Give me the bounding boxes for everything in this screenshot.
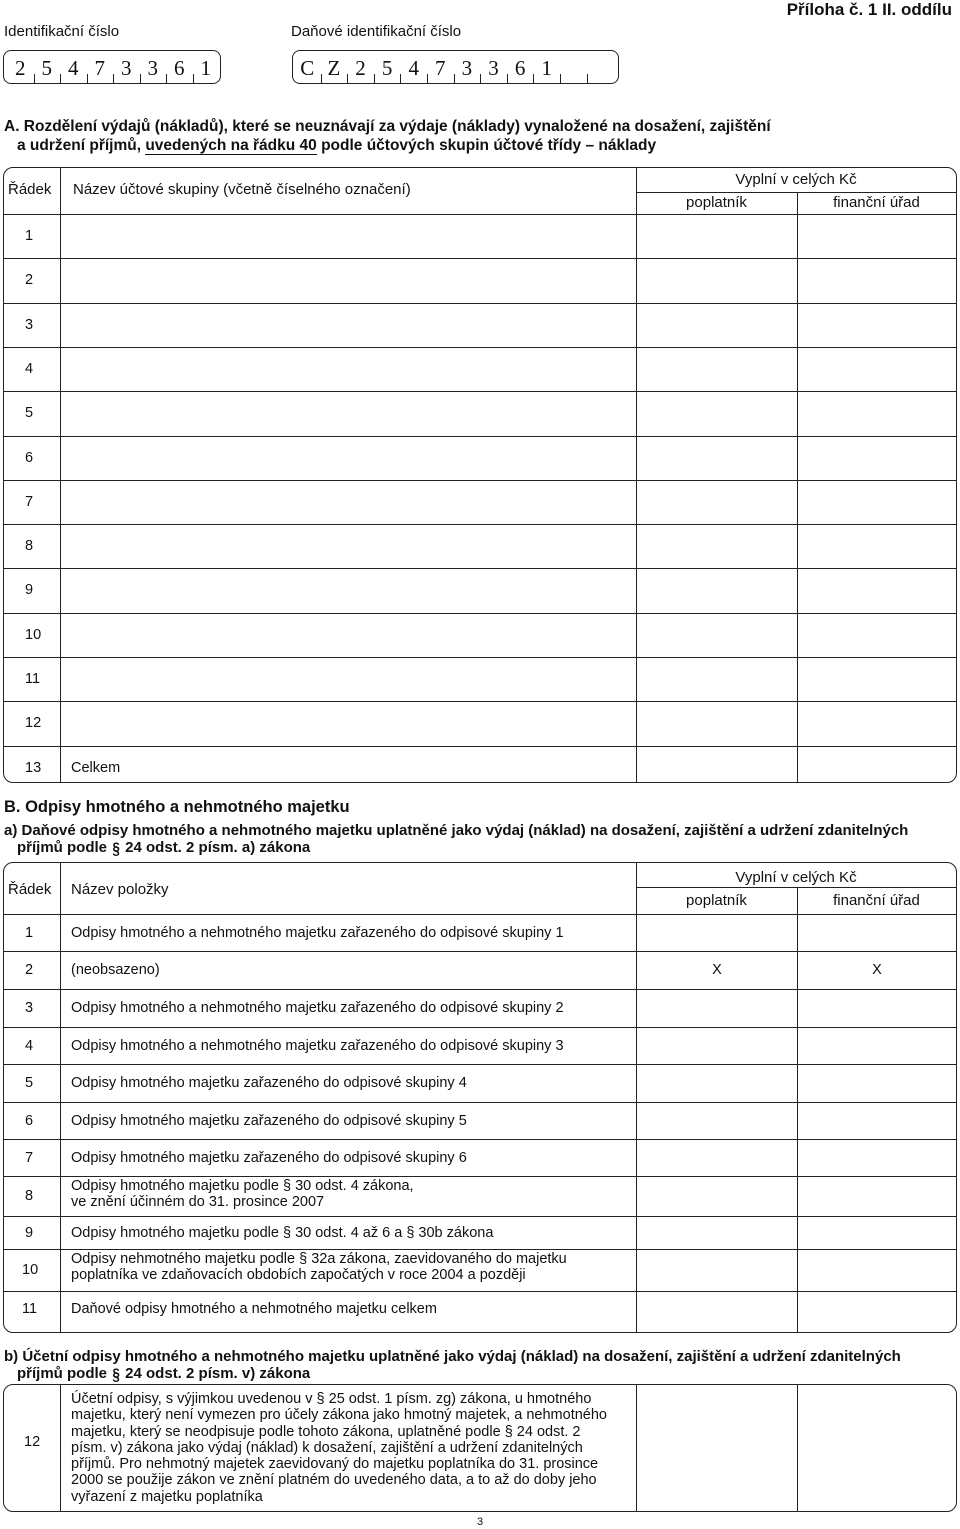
b-row-office-cell[interactable] bbox=[798, 1250, 956, 1290]
a-row-office-cell[interactable] bbox=[798, 437, 956, 479]
a-row-payer-cell[interactable] bbox=[637, 658, 797, 700]
dic-char-text: Z bbox=[327, 56, 341, 80]
b-row-number: 3 bbox=[25, 1000, 34, 1016]
dic-char-text: 6 bbox=[514, 56, 526, 80]
crossed-out-mark: X bbox=[872, 962, 882, 978]
section-b-a-table bbox=[3, 862, 957, 1333]
b-row-label: Odpisy hmotného a nehmotného majetku zařazeného do odpisové skupiny 1 bbox=[71, 924, 564, 941]
b-col-name-header: Název položky bbox=[71, 881, 169, 898]
a-row-office-cell[interactable] bbox=[798, 392, 956, 434]
dic-char-text: 4 bbox=[408, 56, 419, 80]
b-row-label: Odpisy hmotného a nehmotného majetku zařazeného do odpisové skupiny 3 bbox=[71, 1037, 564, 1054]
ic-char-text: 7 bbox=[94, 56, 105, 80]
a-row-payer-cell[interactable] bbox=[637, 348, 797, 390]
a-row-number: 8 bbox=[25, 538, 34, 555]
col-office-header: finanční úřad bbox=[833, 194, 920, 211]
section-a-table bbox=[3, 167, 957, 783]
b-row-number: 2 bbox=[25, 962, 34, 978]
row-12-line: vyřazení z majetku poplatníka bbox=[71, 1488, 263, 1505]
a-row-name-cell[interactable] bbox=[61, 215, 636, 257]
a-row-number: 12 bbox=[25, 715, 42, 732]
ic-char-1[interactable] bbox=[7, 51, 34, 83]
col-payer-header: poplatník bbox=[686, 194, 747, 211]
dic-char-9[interactable] bbox=[507, 51, 534, 83]
a-row-name-cell[interactable] bbox=[61, 481, 636, 523]
dic-char-4[interactable] bbox=[374, 51, 401, 83]
a-row-office-cell[interactable] bbox=[798, 481, 956, 523]
col-fill-header: Vyplní v celých Kč bbox=[735, 171, 857, 188]
attachment-label: Příloha č. 1 II. oddílu bbox=[786, 0, 952, 19]
ic-label: Identifikační číslo bbox=[4, 23, 120, 40]
a-row-number: 4 bbox=[25, 360, 34, 377]
a-row-name-cell[interactable] bbox=[61, 259, 636, 301]
ic-char-7[interactable] bbox=[166, 51, 193, 83]
row-12-number: 12 bbox=[24, 1434, 41, 1450]
b-row-office-cell[interactable] bbox=[798, 1292, 956, 1326]
col-row-header: Řádek bbox=[8, 181, 52, 198]
a-row-name-cell[interactable] bbox=[61, 658, 636, 700]
row-12-line: majetku, který není vymezen pro účely zákona jako hmotný majetek, a nehmotného bbox=[71, 1407, 607, 1424]
b-row-label: Odpisy hmotného majetku zařazeného do odpisové skupiny 5 bbox=[71, 1112, 467, 1129]
row-12-office-cell[interactable] bbox=[798, 1385, 956, 1511]
a-row-payer-cell[interactable] bbox=[637, 215, 797, 257]
a-row-office-cell[interactable] bbox=[798, 348, 956, 390]
dic-char-5[interactable] bbox=[400, 51, 427, 83]
b-row-number: 5 bbox=[25, 1075, 34, 1091]
ic-char-6[interactable] bbox=[140, 51, 167, 83]
dic-char-text: C bbox=[300, 56, 315, 80]
row-12-line: 2000 se použije zákon ve znění platném do uvedeného data, a to až do doby jeho bbox=[71, 1472, 597, 1489]
dic-char-text: 3 bbox=[461, 56, 473, 80]
a-row-payer-cell[interactable] bbox=[637, 259, 797, 301]
a-row-payer-cell[interactable] bbox=[637, 481, 797, 523]
ic-char-2[interactable] bbox=[34, 51, 61, 83]
a-row-office-cell[interactable] bbox=[798, 614, 956, 656]
a-row-payer-cell[interactable] bbox=[637, 437, 797, 479]
section-b-a-text: a) Daňové odpisy hmotného a nehmotného majetku uplatněné jako výdaj (náklad) na dosažení, zajištění a udržení zdanitelných příjmů podle § 24 odst. 2 písm. a) zákona bbox=[4, 822, 909, 858]
ic-char-8[interactable] bbox=[193, 51, 220, 83]
row-12-line: písm. v) zákona jako výdaj (náklad) k dosažení, zajištění a udržení zdanitelných bbox=[71, 1439, 583, 1456]
a-row-number: 6 bbox=[25, 449, 34, 466]
b-row-label: Odpisy hmotného a nehmotného majetku zařazeného do odpisové skupiny 2 bbox=[71, 1000, 564, 1016]
section-a-line2: a udržení příjmů, uvedených na řádku 40 podle účtových skupin účtové třídy – náklady bbox=[17, 137, 657, 154]
b-row-payer-cell[interactable] bbox=[637, 1217, 797, 1248]
ic-char-text: 5 bbox=[41, 56, 52, 80]
col-name-header: Název účtové skupiny (včetně číselného označení) bbox=[73, 181, 411, 198]
b-row-number: 6 bbox=[25, 1112, 34, 1129]
row-12-line: majetku, který se neodpisuje podle tohoto zákona, uplatněné podle § 24 odst. 2 bbox=[71, 1423, 581, 1440]
a-row-name-cell[interactable] bbox=[61, 614, 636, 656]
a-row-number: 7 bbox=[25, 493, 34, 510]
a-row-payer-cell[interactable] bbox=[637, 525, 797, 567]
a-row-number: 5 bbox=[25, 405, 34, 422]
b-row-number: 9 bbox=[25, 1224, 34, 1241]
a-row-payer-cell[interactable] bbox=[637, 392, 797, 434]
a-total-label: Celkem bbox=[71, 759, 121, 776]
b-col-office-header: finanční úřad bbox=[833, 892, 920, 909]
b-row-office-cell[interactable] bbox=[798, 1065, 956, 1101]
section-a-row40-ref: uvedených na řádku 40 bbox=[145, 137, 317, 154]
b-row-label: Odpisy nehmotného majetku podle § 32a zákona, zaevidovaného do majetku poplatníka ve zdaňovacích obdobích započatých v roce 2004 a později bbox=[71, 1251, 567, 1283]
b-row-office-cell bbox=[798, 952, 956, 988]
ic-char-text: 3 bbox=[147, 56, 158, 80]
a-row-name-cell[interactable] bbox=[61, 702, 636, 744]
b-row-payer-cell[interactable] bbox=[637, 1065, 797, 1101]
a-row-office-cell[interactable] bbox=[798, 747, 956, 789]
row-12-line: příjmů. Pro nehmotný majetek zaevidovaný do majetku poplatníka do 31. prosince bbox=[71, 1456, 599, 1473]
b-col-payer-header: poplatník bbox=[686, 892, 747, 909]
ic-char-text: 4 bbox=[68, 56, 79, 80]
b-row-office-cell[interactable] bbox=[798, 1217, 956, 1248]
a-row-payer-cell[interactable] bbox=[637, 614, 797, 656]
b-row-office-cell[interactable] bbox=[798, 990, 956, 1026]
b-row-number: 7 bbox=[25, 1149, 34, 1166]
row-12-description bbox=[71, 1391, 631, 1505]
b-row-label: (neobsazeno) bbox=[71, 962, 160, 978]
b-row-office-cell[interactable] bbox=[798, 1177, 956, 1215]
b-col-row-header: Řádek bbox=[8, 881, 52, 898]
a-row-number: 2 bbox=[25, 272, 34, 289]
b-row-office-cell[interactable] bbox=[798, 1028, 956, 1063]
ic-char-5[interactable] bbox=[113, 51, 140, 83]
b-row-payer-cell[interactable] bbox=[637, 915, 797, 950]
dic-char-text: 5 bbox=[381, 56, 393, 80]
section-a-line1: A. Rozdělení výdajů (nákladů), které se neuznávají za výdaje (náklady) vynaložené na dosažení, zajištění bbox=[4, 118, 771, 135]
a-row-office-cell[interactable] bbox=[798, 525, 956, 567]
b-row-office-cell[interactable] bbox=[798, 1103, 956, 1138]
b-row-payer-cell bbox=[637, 952, 797, 988]
b-row-payer-cell[interactable] bbox=[637, 1292, 797, 1326]
ic-char-text: 3 bbox=[121, 56, 132, 80]
a-row-payer-cell[interactable] bbox=[637, 747, 797, 789]
ic-char-text: 6 bbox=[174, 56, 185, 80]
dic-char-text: 2 bbox=[355, 56, 366, 80]
a-row-number: 10 bbox=[25, 626, 42, 643]
a-row-payer-cell[interactable] bbox=[637, 702, 797, 744]
b-row-office-cell[interactable] bbox=[798, 915, 956, 950]
ic-char-text: 1 bbox=[200, 56, 211, 80]
ic-char-4[interactable] bbox=[87, 51, 114, 83]
b-row-number: 10 bbox=[22, 1262, 39, 1278]
a-row-name-cell[interactable] bbox=[61, 304, 636, 346]
b-row-payer-cell[interactable] bbox=[637, 1103, 797, 1138]
b-row-payer-cell[interactable] bbox=[637, 1140, 797, 1175]
a-row-office-cell[interactable] bbox=[798, 702, 956, 744]
a-row-office-cell[interactable] bbox=[798, 569, 956, 611]
a-row-name-cell[interactable] bbox=[61, 348, 636, 390]
ic-field[interactable] bbox=[3, 50, 221, 84]
a-row-name-cell[interactable] bbox=[61, 525, 636, 567]
a-row-number: 11 bbox=[25, 671, 41, 687]
dic-char-7[interactable] bbox=[454, 51, 481, 83]
dic-field[interactable] bbox=[292, 50, 619, 84]
section-b-title: B. Odpisy hmotného a nehmotného majetku bbox=[4, 798, 350, 816]
row-12-line: Účetní odpisy, s výjimkou uvedenou v § 25 odst. 1 písm. zg) zákona, u hmotného bbox=[71, 1391, 592, 1407]
b-row-number: 8 bbox=[25, 1188, 34, 1204]
b-row-label: Daňové odpisy hmotného a nehmotného majetku celkem bbox=[71, 1301, 437, 1317]
dic-char-text: 1 bbox=[541, 56, 552, 80]
dic-char-3[interactable] bbox=[347, 51, 374, 83]
dic-char-11[interactable] bbox=[560, 51, 587, 83]
b-row-payer-cell[interactable] bbox=[637, 990, 797, 1026]
b-row-payer-cell[interactable] bbox=[637, 1250, 797, 1290]
b-row-number: 4 bbox=[25, 1037, 34, 1054]
b-row-payer-cell[interactable] bbox=[637, 1177, 797, 1215]
a-row-number: 9 bbox=[25, 582, 34, 599]
a-row-number: 3 bbox=[25, 316, 34, 333]
crossed-out-mark: X bbox=[712, 962, 722, 978]
dic-char-6[interactable] bbox=[427, 51, 454, 83]
b-row-label: Odpisy hmotného majetku podle § 30 odst. 4 až 6 a § 30b zákona bbox=[71, 1224, 494, 1241]
dic-label: Daňové identifikační číslo bbox=[291, 23, 462, 40]
dic-char-8[interactable] bbox=[480, 51, 507, 83]
a-row-payer-cell[interactable] bbox=[637, 569, 797, 611]
a-row-name-cell[interactable] bbox=[61, 437, 636, 479]
b-row-payer-cell[interactable] bbox=[637, 1028, 797, 1063]
dic-char-10[interactable] bbox=[533, 51, 560, 83]
b-row-label: Odpisy hmotného majetku zařazeného do odpisové skupiny 4 bbox=[71, 1075, 467, 1091]
section-a-heading bbox=[4, 117, 958, 155]
a-row-number: 1 bbox=[25, 228, 34, 244]
a-row-name-cell bbox=[61, 747, 636, 789]
dic-char-text: 3 bbox=[488, 56, 499, 80]
section-b-b-table bbox=[3, 1384, 957, 1512]
row-12-payer-cell[interactable] bbox=[637, 1385, 797, 1511]
a-row-office-cell[interactable] bbox=[798, 304, 956, 346]
page-number: 3 bbox=[477, 1516, 484, 1528]
a-row-office-cell[interactable] bbox=[798, 259, 956, 301]
b-row-number: 11 bbox=[22, 1301, 38, 1317]
ic-char-text: 2 bbox=[15, 56, 26, 80]
b-row-label: Odpisy hmotného majetku zařazeného do odpisové skupiny 6 bbox=[71, 1149, 467, 1166]
dic-char-2[interactable] bbox=[321, 51, 348, 83]
a-row-name-cell[interactable] bbox=[61, 392, 636, 434]
b-col-fill-header: Vyplní v celých Kč bbox=[735, 869, 857, 886]
b-row-label: Odpisy hmotného majetku podle § 30 odst. 4 zákona, ve znění účinném do 31. prosince 2007 bbox=[71, 1178, 414, 1210]
a-row-name-cell[interactable] bbox=[61, 569, 636, 611]
ic-char-3[interactable] bbox=[60, 51, 87, 83]
dic-char-text: 7 bbox=[435, 56, 446, 80]
a-row-payer-cell[interactable] bbox=[637, 304, 797, 346]
b-row-number: 1 bbox=[25, 924, 34, 941]
a-row-office-cell[interactable] bbox=[798, 215, 956, 257]
dic-char-1[interactable] bbox=[294, 51, 321, 83]
b-row-office-cell[interactable] bbox=[798, 1140, 956, 1175]
section-b-b-text: b) Účetní odpisy hmotného a nehmotného majetku uplatněné jako výdaj (náklad) na dosažení, zajištění a udržení zdanitelných příjmů podle § 24 odst. 2 písm. v) zákona bbox=[4, 1348, 901, 1384]
a-row-office-cell[interactable] bbox=[798, 658, 956, 700]
a-row-number: 13 bbox=[25, 759, 42, 776]
dic-char-12[interactable] bbox=[587, 51, 614, 83]
